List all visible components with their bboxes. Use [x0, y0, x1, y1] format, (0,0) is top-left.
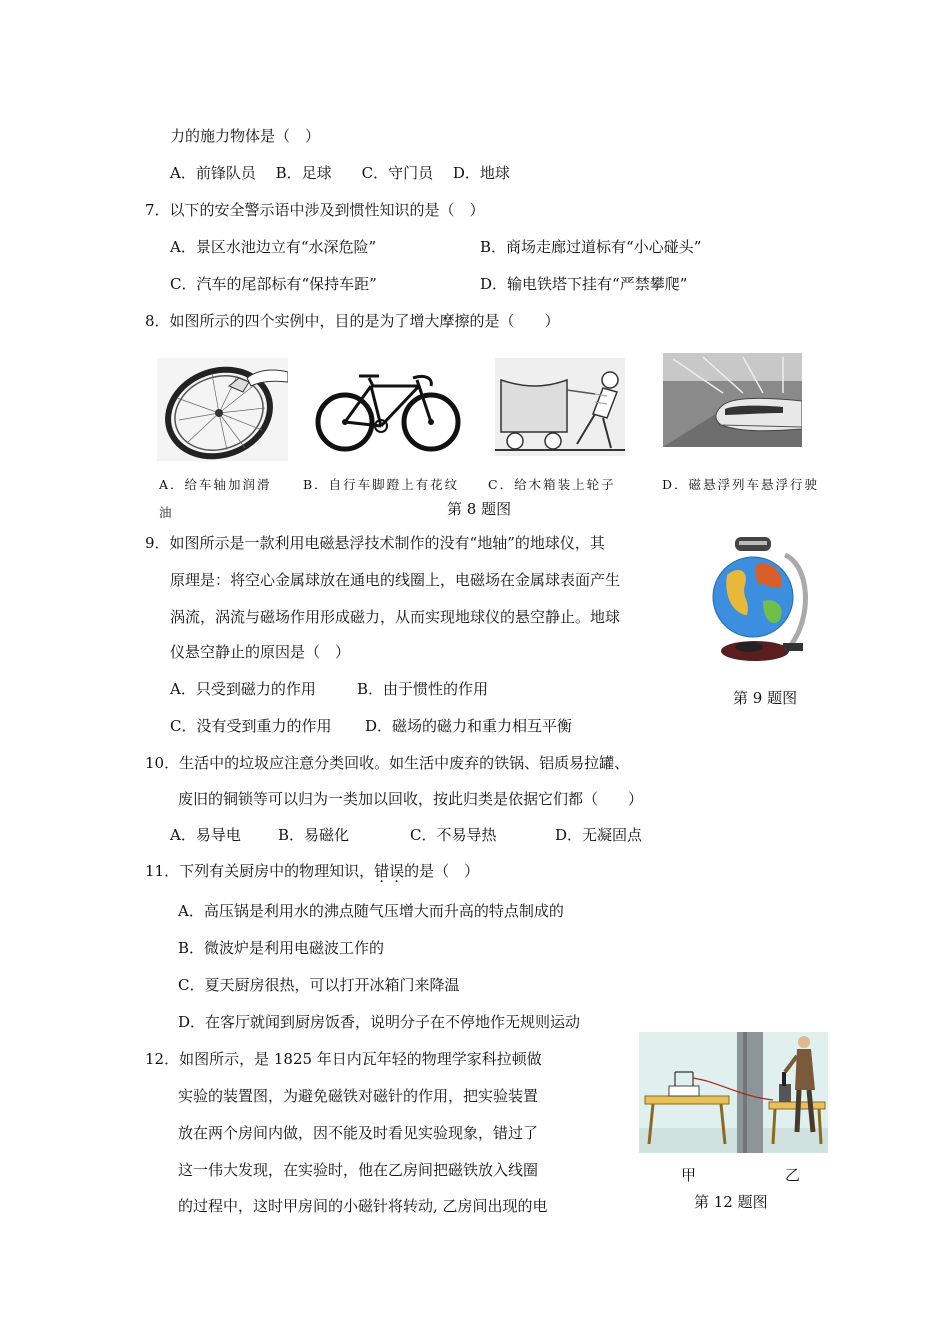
q12-line-3: 放在两个房间内做，因不能及时看见实验现象，错过了	[178, 1124, 539, 1142]
q10-option-c: C．不易导热	[410, 826, 497, 844]
q8-caption-d: D．磁悬浮列车悬浮行驶	[662, 477, 820, 492]
colladon-experiment-image	[639, 1032, 828, 1153]
q11-stem-prefix: 11．下列有关厨房中的物理知识，	[145, 862, 375, 880]
bicycle-image	[313, 356, 463, 459]
q9-line-3: 涡流，涡流与磁场作用形成磁力，从而实现地球仪的悬空静止。地球	[170, 608, 621, 626]
q11-option-b: B．微波炉是利用电磁波工作的	[178, 939, 385, 957]
q8-caption-a: A．给车轴加润滑	[159, 477, 272, 492]
q9-option-d: D．磁场的磁力和重力相互平衡	[365, 717, 573, 735]
q6-continuation: 力的施力物体是（ ）	[170, 127, 321, 145]
q10-line-1: 10．生活中的垃圾应注意分类回收。如生活中废弃的铁锅、铝质易拉罐、	[145, 754, 630, 772]
wheeled-crate-image	[495, 358, 625, 456]
q7-stem: 7．以下的安全警示语中涉及到惯性知识的是（ ）	[145, 201, 485, 219]
q8-caption-a-wrap: 油	[159, 505, 174, 520]
wheel-oiling-image	[157, 358, 288, 461]
q11-emphasis-2: 误	[389, 862, 405, 880]
q9-option-a: A．只受到磁力的作用	[170, 680, 316, 698]
q10-line-2: 废旧的铜锁等可以归为一类加以回收，按此归类是依据它们都（ ）	[178, 790, 644, 808]
q11-emphasis-1: 错	[374, 862, 390, 880]
q12-line-2: 实验的装置图，为避免磁铁对磁针的作用，把实验装置	[178, 1087, 539, 1105]
q7-option-a: A．景区水池边立有“水深危险”	[170, 238, 377, 256]
q7-option-d: D．输电铁塔下挂有“严禁攀爬”	[480, 275, 688, 293]
room-a-label: 甲	[681, 1166, 697, 1184]
q8-caption-c: C．给木箱装上轮子	[488, 477, 616, 492]
q10-option-d: D．无凝固点	[555, 826, 643, 844]
q12-line-4: 这一伟大发现，在实验时，他在乙房间把磁铁放入线圈	[178, 1161, 539, 1179]
q8-stem: 8．如图所示的四个实例中，目的是为了增大摩擦的是（ ）	[145, 312, 560, 330]
q10-option-a: A．易导电	[170, 826, 241, 844]
q12-line-1: 12．如图所示，是 1825 年日内瓦年轻的物理学家科拉顿做	[145, 1050, 542, 1068]
q11-option-c: C．夏天厨房很热，可以打开冰箱门来降温	[178, 976, 460, 994]
q9-line-4: 仪悬空静止的原因是（ ）	[170, 643, 351, 661]
q9-line-2: 原理是：将空心金属球放在通电的线圈上，电磁场在金属球表面产生	[170, 571, 621, 589]
maglev-train-image	[663, 353, 802, 447]
q12-line-5: 的过程中，这时甲房间的小磁针将转动, 乙房间出现的电	[178, 1197, 548, 1215]
q11-stem-suffix: 的是（ ）	[404, 862, 480, 880]
q11-option-a: A．高压锅是利用水的沸点随气压增大而升高的特点制成的	[178, 902, 564, 920]
q9-figure-label: 第 9 题图	[733, 689, 798, 707]
q11-stem	[145, 861, 479, 881]
q9-option-b: B．由于惯性的作用	[357, 680, 489, 698]
q9-option-c: C．没有受到重力的作用	[170, 717, 332, 735]
q7-option-c: C．汽车的尾部标有“保持车距”	[170, 275, 377, 293]
q8-caption-b: B．自行车脚蹬上有花纹	[303, 477, 460, 492]
q10-option-b: B．易磁化	[278, 826, 350, 844]
q12-figure-label: 第 12 题图	[694, 1193, 768, 1211]
q6-options: A．前锋队员 B．足球 C．守门员 D．地球	[170, 164, 510, 182]
q8-figure-label: 第 8 题图	[447, 500, 512, 518]
room-b-label: 乙	[785, 1166, 801, 1184]
levitating-globe-image	[705, 535, 820, 665]
q7-option-b: B．商场走廊过道标有“小心碰头”	[480, 238, 702, 256]
q9-line-1: 9．如图所示是一款利用电磁悬浮技术制作的没有“地轴”的地球仪，其	[145, 534, 605, 552]
q11-option-d: D．在客厅就闻到厨房饭香，说明分子在不停地作无规则运动	[178, 1013, 581, 1031]
